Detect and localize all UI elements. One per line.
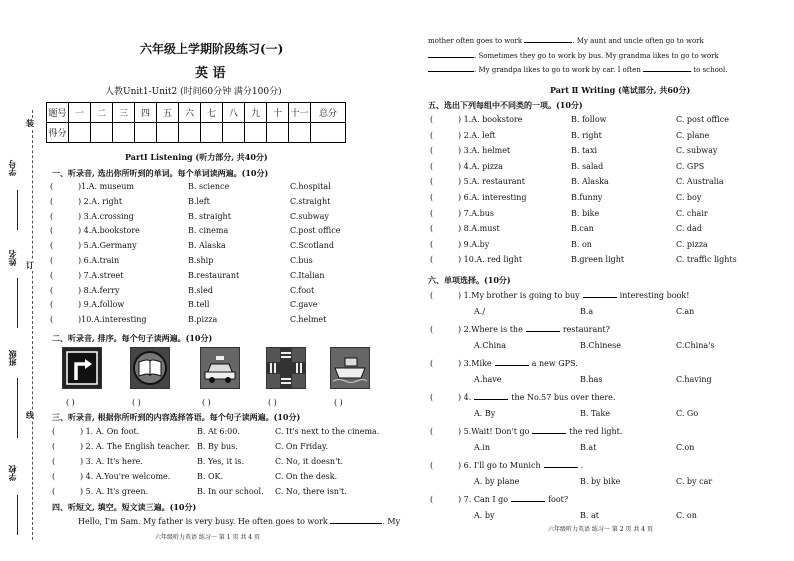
question-text: ) 4. [458,393,472,402]
score-entry[interactable] [245,123,267,143]
option-c: C.post office [290,226,341,236]
answer-bracket[interactable]: ( [50,285,54,295]
answer-bracket[interactable]: ( [430,427,434,436]
question-text: ) 3.Mike [458,359,492,368]
question-text: ) 7. Can I go [458,495,509,504]
answer-bracket[interactable]: ( [430,224,434,234]
bookstore-icon [130,347,170,389]
option-a: ) 6.A. interesting [458,193,527,202]
answer-blank[interactable] [524,42,572,43]
answer-bracket[interactable]: ( [50,300,54,310]
question-stem [458,495,568,504]
sec4-text-end: . My [382,517,401,526]
answer-blank[interactable] [428,71,474,72]
option-a: ) 4.A.bookstore [78,226,140,236]
ship-icon [330,347,370,389]
option-b: B.left [188,196,210,206]
option-b: B.at [580,443,597,452]
option-c: C. plane [676,130,710,140]
option-b: B. follow [571,115,607,124]
answer-bracket[interactable]: ( [430,393,434,402]
option-c: C.straight [290,196,331,206]
option-b: B. At 6:00. [197,427,240,436]
question-text: ) 1.My brother is going to buy [458,291,580,300]
answer-blank[interactable] [330,523,382,524]
option-a: ) 5. A. It's green. [80,487,149,496]
option-b: B. at [580,511,599,520]
answer-bracket[interactable]: ( [50,196,54,206]
answer-bracket[interactable]: ( [52,442,56,451]
option-a: ) 8.A.ferry [78,285,120,295]
option-c: C. No, there isn't. [275,487,347,496]
score-cell: 十一 [289,103,311,123]
passage-text: . My aunt and uncle often go to work [572,37,704,45]
option-c: C.China's [676,341,715,350]
answer-blank[interactable] [532,433,566,434]
answer-blank[interactable] [583,297,617,298]
option-b: B. right [571,130,602,140]
answer-bracket[interactable]: ( [430,325,434,334]
option-c: C.having [676,375,712,384]
score-entry[interactable] [223,123,245,143]
score-value-row [47,123,346,143]
option-a: ) 8.A.must [458,224,500,234]
option-a: ) 9.A.follow [78,300,125,310]
answer-bracket[interactable]: ( [430,161,434,171]
answer-blank[interactable] [544,467,578,468]
option-c: C.helmet [290,315,327,325]
answer-blank[interactable] [643,71,691,72]
question-text: ) 5.Wait! Don't go [458,427,530,436]
option-c: C.subway [290,211,329,221]
dash-word-zhuang: 装 [26,118,34,128]
dashed-cut-line [32,110,33,540]
option-a: ) 1. A. On foot. [80,427,140,436]
option-b: B. salad [571,161,604,171]
option-a: ) 7.A.street [78,270,124,280]
option-a: ) 6.A.train [78,256,120,265]
question-stem [458,291,689,300]
answer-bracket[interactable]: ( [430,495,434,504]
option-b: B.has [580,375,603,384]
option-a: ) 1.A. bookstore [458,115,523,124]
option-a: A.in [474,443,491,452]
order-bracket-2[interactable]: ( ) [132,398,141,407]
question-text: ) 2.Where is the [458,325,523,334]
student-number-line [17,190,18,230]
option-c: C. It's next to the cinema. [275,427,380,436]
option-a: A.have [474,375,502,384]
option-b: B. Alaska [188,241,226,251]
answer-bracket[interactable]: ( [430,461,434,470]
option-a: )1.A. museum [78,182,134,191]
option-b: B.Chinese [580,341,621,350]
answer-blank[interactable] [474,399,508,400]
label-school: 学校 [7,465,17,481]
option-c: C. subway [676,146,718,156]
option-a: A. by plane [474,477,520,486]
option-b: B.a [580,307,594,316]
score-cell: 三 [113,103,135,123]
passage-line-1 [428,37,704,45]
option-b: B.ship [188,256,214,265]
score-entry[interactable] [179,123,201,143]
option-c: C.hospital [290,182,331,191]
answer-blank[interactable] [428,57,474,58]
sec3-title: 三、听录音, 根据你所听到的内容选择答语。每个句子读两遍。(10分) [52,412,301,422]
option-a: A./ [474,307,486,316]
taxi-icon [200,347,240,389]
score-header-row [47,103,346,123]
answer-bracket[interactable]: ( [430,291,434,300]
option-c: C. traffic lights [676,255,737,265]
question-stem [458,427,622,436]
option-c: C.Italian [290,270,325,280]
exam-title: 六年级上学期阶段练习(一) [140,42,284,56]
option-c: C. pizza [676,239,708,249]
answer-blank[interactable] [511,501,545,502]
option-c: C. Australia [676,177,724,187]
score-entry[interactable] [113,123,135,143]
option-a: A. by [474,511,495,520]
order-bracket-4[interactable]: ( ) [268,398,277,407]
option-a: ) 3.A. helmet [458,146,511,156]
option-c: C. boy [676,193,702,202]
passage-text: . My grandpa likes to go to work by car. I often [474,66,641,74]
option-c: C. No, it doesn't. [275,457,344,466]
subject-title: 英 语 [195,66,226,81]
option-b: B. bike [571,208,600,218]
option-b: B. by bike [580,477,621,486]
option-a: ) 2.A. left [458,130,496,140]
score-cell: 六 [179,103,201,123]
part2-header: Part Ⅱ Writing (笔试部分, 共60分) [550,85,691,95]
option-c: C. Go [676,409,699,418]
option-a: ) 7.A.bus [458,208,494,218]
answer-bracket[interactable]: ( [52,457,56,466]
option-c: C.foot [290,285,315,295]
option-b: B. Yes, it is. [197,457,244,466]
exam-subtitle: 人教Unit1-Unit2 (时间60分钟 满分100分) [105,87,282,97]
passage-line-2 [428,52,719,60]
option-c: C. by car [676,477,713,486]
score-cell: 得分 [47,123,69,143]
question-text: restaurant? [562,325,610,334]
score-cell: 二 [91,103,113,123]
left-page-footer: 六年级听力英语 练习一 第 1 页 共 4 页 [155,534,260,541]
score-cell: 四 [135,103,157,123]
part1-header: PartⅠ Listening (听力部分, 共40分) [125,152,268,162]
option-b: B. Alaska [571,177,609,187]
passage-text: to school. [693,66,728,74]
passage-line-3 [428,66,727,74]
answer-bracket[interactable]: ( [50,211,54,221]
score-entry[interactable] [91,123,113,143]
answer-bracket[interactable]: ( [50,256,54,265]
answer-bracket[interactable]: ( [52,487,56,496]
answer-bracket[interactable]: ( [50,182,54,191]
label-name: 姓名 [7,250,17,266]
option-b: B. In our school. [197,487,264,496]
question-text: ) 6. I'll go to Munich [458,461,541,470]
option-b: B.pizza [188,315,218,325]
option-a: A.China [474,341,507,350]
option-b: B. OK. [197,472,224,481]
question-stem [458,325,610,334]
score-entry[interactable] [69,123,91,143]
answer-blank[interactable] [495,365,529,366]
option-a: ) 4.A. pizza [458,161,504,171]
order-bracket-5[interactable]: ( ) [334,398,343,407]
sec4-passage-start [78,517,400,526]
sec4-title: 四、听短文, 填空。短文读三遍。(10分) [52,502,197,512]
question-text: foot? [548,495,569,504]
score-table [46,102,346,143]
option-b: B.sled [188,285,213,295]
option-a: ) 3.A.crossing [78,211,134,221]
option-a: ) 5.A.Germany [78,241,137,251]
question-stem [458,461,583,470]
label-student-number: 学号 [7,160,17,176]
score-entry[interactable] [289,123,311,143]
option-b: B.tell [188,300,210,310]
option-c: C. On Friday. [275,442,328,451]
option-c: C.bus [290,256,313,265]
answer-blank[interactable] [526,331,560,332]
score-cell: 题号 [47,103,69,123]
sec2-title: 二、听录音, 排序。每个句子读两遍。(10分) [52,333,213,343]
answer-bracket[interactable]: ( [430,359,434,368]
answer-bracket[interactable]: ( [430,146,434,156]
option-a: ) 3. A. It's here. [80,457,143,466]
option-a: )10.A.interesting [78,315,147,325]
option-c: C. GPS [676,161,705,171]
score-cell: 七 [201,103,223,123]
option-b: B.funny [571,193,603,202]
question-text: the No.57 bus over there. [511,393,616,402]
question-stem [458,393,615,402]
answer-bracket[interactable]: ( [52,472,56,481]
score-cell: 八 [223,103,245,123]
option-c: C. On the desk. [275,472,338,481]
option-c: C. on [676,511,697,520]
option-c: C. post office [676,115,729,124]
option-a: ) 2. A. The English teacher. [80,442,191,451]
class-line [17,378,18,438]
dash-word-ding: 订 [26,260,34,270]
binding-strip [6,110,32,540]
option-c: C.Scotland [290,241,334,251]
option-a: ) 5.A. restaurant [458,177,525,187]
option-b: B. on [571,239,592,249]
option-a: ) 10.A. red light [458,255,523,265]
crossing-icon [266,347,306,389]
passage-text: . Sometimes they go to work by bus. My grandma likes to go to work [474,52,719,60]
score-entry[interactable] [157,123,179,143]
option-b: B. taxi [571,146,598,156]
score-entry[interactable] [201,123,223,143]
sec5-title: 五、选出下列每组中不同类的一项。(10分) [428,100,583,110]
answer-bracket[interactable]: ( [50,226,54,236]
question-text: . [580,461,584,470]
answer-bracket[interactable]: ( [430,239,434,249]
score-cell: 总分 [311,103,346,123]
question-text: the red light. [569,427,623,436]
passage-text: mother often goes to work [428,37,523,45]
option-c: C.on [676,443,695,452]
score-cell: 十 [267,103,289,123]
option-c: C. dad [676,224,702,234]
school-line [17,495,18,535]
score-cell: 五 [157,103,179,123]
sec1-title: 一、听录音, 选出你所听到的单词。每个单词读两遍。(10分) [52,168,269,178]
option-b: B. science [188,182,230,191]
answer-bracket[interactable]: ( [430,255,434,265]
name-line [17,278,18,328]
score-cell: 一 [69,103,91,123]
option-b: B.green light [571,255,625,265]
answer-bracket[interactable]: ( [430,193,434,202]
turn-right-sign-icon [62,347,102,389]
score-entry[interactable] [311,123,346,143]
option-a: ) 4. A.You're welcome. [80,472,171,481]
answer-bracket[interactable]: ( [50,315,54,325]
option-a: A. By [474,409,496,418]
score-entry[interactable] [267,123,289,143]
order-bracket-3[interactable]: ( ) [202,398,211,407]
label-class: 班级 [7,350,17,366]
answer-bracket[interactable]: ( [430,130,434,140]
question-text: a new GPS. [531,359,578,368]
right-page-footer: 六年级听力英语 练习一 第 2 页 共 4 页 [548,526,653,533]
option-c: C.an [676,307,695,316]
option-b: B. straight [188,211,231,221]
answer-bracket[interactable]: ( [52,427,56,436]
sec4-text-start: Hello, I'm Sam. My father is very busy. He often goes to work [78,517,328,526]
dash-word-xian: 线 [26,410,34,420]
order-bracket-1[interactable]: ( ) [66,398,75,407]
question-text: interesting book! [619,291,690,300]
option-c: C. chair [676,208,708,218]
answer-bracket[interactable]: ( [50,241,54,251]
score-cell: 九 [245,103,267,123]
answer-bracket[interactable]: ( [430,208,434,218]
option-c: C.gave [290,300,318,310]
option-b: B.restaurant [188,270,240,280]
option-b: B.can [571,224,594,234]
option-a: ) 2.A. right [78,196,123,206]
option-b: B. cinema [188,226,229,236]
answer-bracket[interactable]: ( [430,177,434,187]
question-stem [458,359,578,368]
answer-bracket[interactable]: ( [50,270,54,280]
option-a: ) 9.A.by [458,239,490,249]
option-b: B. Take [580,409,611,418]
sec6-title: 六、单项选择。(10分) [428,275,511,285]
option-b: B. By bus. [197,442,238,451]
answer-bracket[interactable]: ( [430,115,434,124]
score-entry[interactable] [135,123,157,143]
